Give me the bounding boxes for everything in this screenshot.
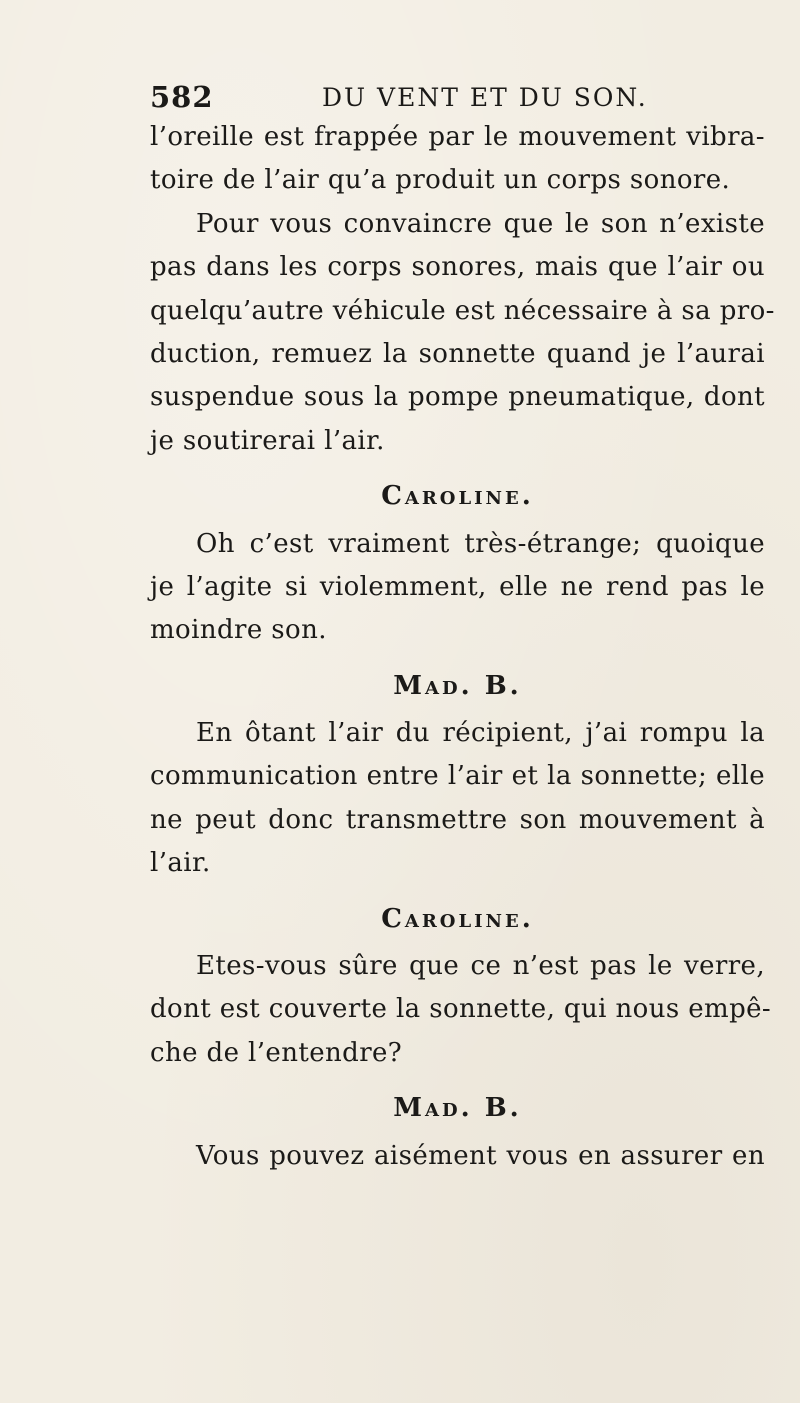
text-line: moindre son.	[150, 615, 327, 646]
text-line: che de l’entendre?	[150, 1037, 403, 1068]
speaker-heading: Caroline.	[381, 903, 534, 934]
paragraph-6	[150, 1135, 765, 1178]
text-line: duction, remuez la sonnette quand je l’aurai	[150, 338, 765, 369]
paragraph-2	[150, 203, 775, 463]
text-line: dont est couverte la sonnette, qui nous empê-	[150, 994, 772, 1025]
paragraph-5	[150, 945, 772, 1075]
text-line: Pour vous convaincre que le son n’existe	[196, 208, 765, 239]
paragraph-1	[150, 116, 765, 203]
text-line: ne peut donc transmettre son mouvement à	[150, 804, 765, 835]
text-line: Vous pouvez aisément vous en assurer en	[196, 1140, 765, 1171]
text-line: Oh c’est vraiment très-étrange; quoique	[196, 528, 765, 559]
text-line: quelqu’autre véhicule est nécessaire à sa pro-	[150, 295, 775, 326]
page-number: 582	[150, 80, 214, 114]
text-line: pas dans les corps sonores, mais que l’air ou	[150, 252, 765, 283]
body-text	[150, 116, 775, 1178]
speaker-heading: Mad. B.	[393, 670, 522, 701]
text-line: toire de l’air qu’a produit un corps sonore.	[150, 165, 731, 196]
text-line: l’air.	[150, 848, 211, 879]
speaker-heading: Mad. B.	[393, 1093, 522, 1124]
speaker-heading: Caroline.	[381, 481, 534, 512]
running-title: DU VENT ET DU SON.	[322, 83, 648, 112]
text-line: communication entre l’air et la sonnette; elle	[150, 761, 765, 792]
text-line: je l’agite si violemment, elle ne rend pas le	[150, 571, 765, 602]
text-line: suspendue sous la pompe pneumatique, dont	[150, 382, 765, 413]
text-line: l’oreille est frappée par le mouvement vibra-	[150, 122, 765, 152]
text-line: En ôtant l’air du récipient, j’ai rompu la	[196, 718, 765, 749]
text-line: Etes-vous sûre que ce n’est pas le verre,	[196, 951, 765, 982]
paragraph-4	[150, 712, 765, 886]
text-line: je soutirerai l’air.	[150, 425, 385, 456]
paragraph-3	[150, 523, 765, 653]
